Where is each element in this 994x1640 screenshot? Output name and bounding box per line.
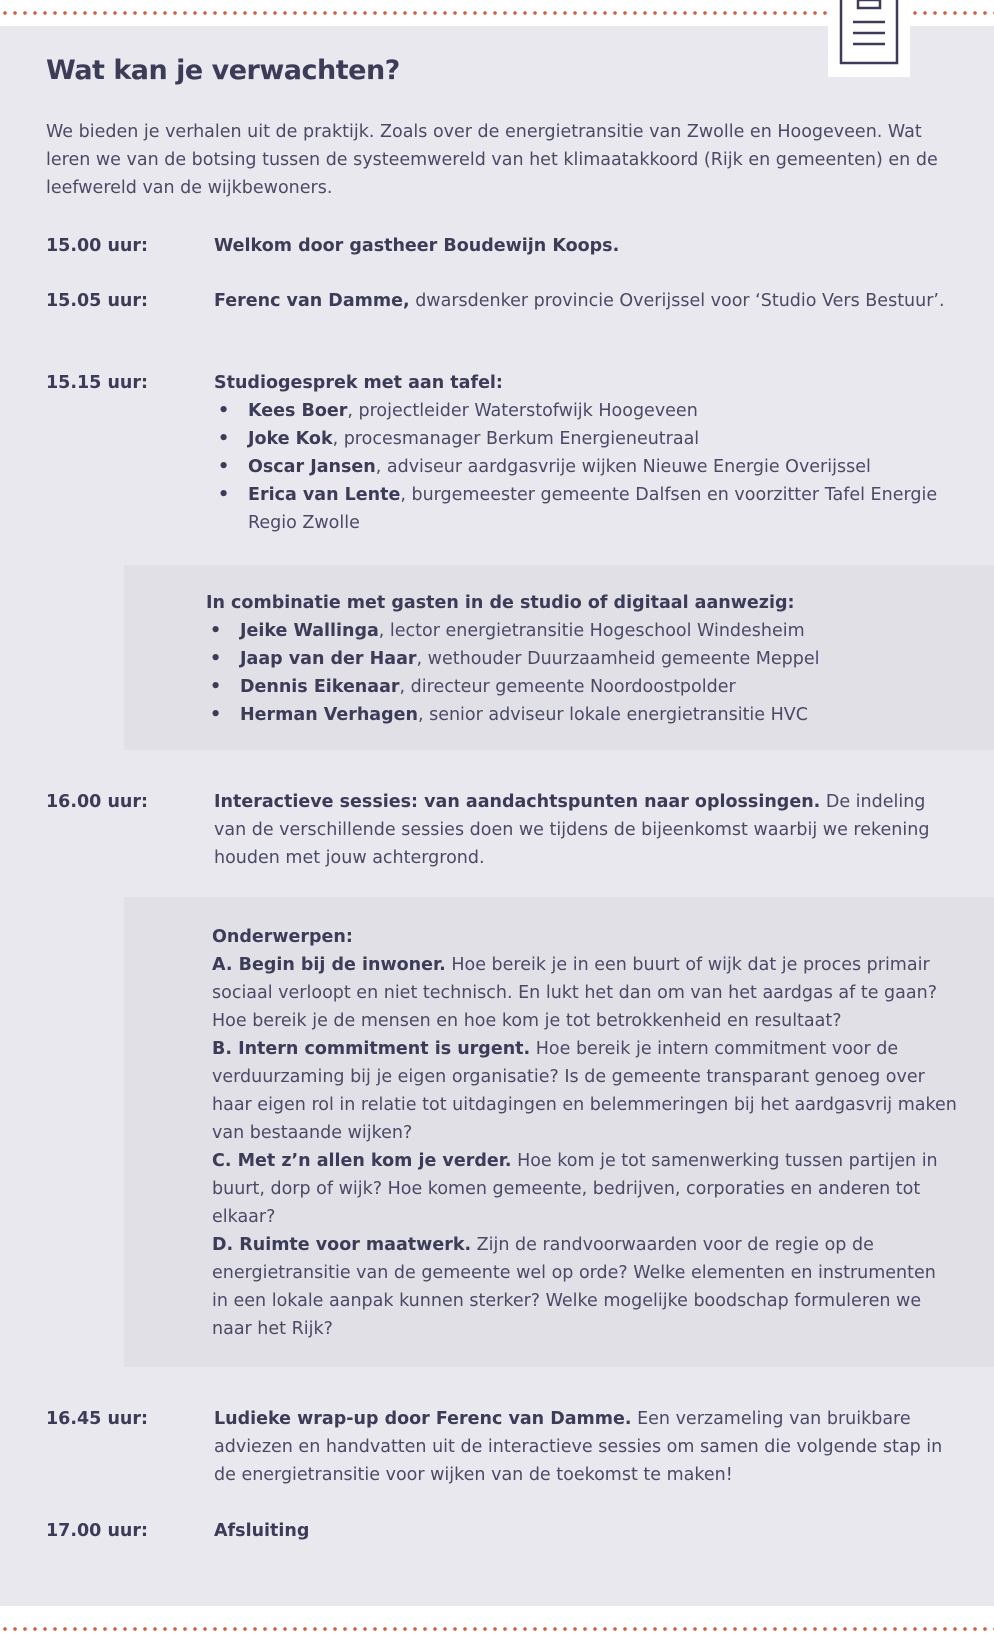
program-description: Ludieke wrap-up door Ferenc van Damme. Een verzameling van bruikbare adviezen en handvatten uit de interactieve sessies om samen die volgende stap in de energietransitie voor wijken van de toekomst te maken!	[214, 1409, 943, 1485]
program-time: 16.45 uur:	[46, 1409, 148, 1429]
page-title: Wat kan je verwachten?	[46, 55, 400, 86]
topic-item: D. Ruimte voor maatwerk. Zijn de randvoorwaarden voor de regie op de energietransitie van de gemeente wel op orde? Welke elementen en instrumenten in een lokale aanpak kunnen sterker? Welke mogelijke boodschap formuleren we naar het Rijk?	[212, 1235, 936, 1339]
program-description: Welkom door gastheer Boudewijn Koops.	[214, 236, 620, 256]
list-item: • Joke Kok, procesmanager Berkum Energieneutraal	[214, 425, 954, 453]
dotted-divider-bottom	[0, 1626, 994, 1632]
box-title: Onderwerpen:	[212, 927, 353, 947]
program-time: 15.00 uur:	[46, 236, 148, 256]
list-item: • Dennis Eikenaar, directeur gemeente Noordoostpolder	[206, 673, 966, 701]
program-time: 15.15 uur:	[46, 373, 148, 393]
studio-guest-list	[206, 617, 966, 729]
program-description: Ferenc van Damme, dwarsdenker provincie Overijssel voor ‘Studio Vers Bestuur’.	[214, 291, 945, 311]
list-item: • Erica van Lente, burgemeester gemeente Dalfsen en voorzitter Tafel Energie Regio Zwolle	[214, 481, 954, 537]
topic-item: B. Intern commitment is urgent. Hoe bereik je intern commitment voor de verduurzaming bij je eigen organisatie? Is de gemeente transparant genoeg over haar eigen rol in relatie tot uitdagingen en belemmeringen bij het aardgasvrij maken van bestaande wijken?	[212, 1039, 957, 1143]
list-item: • Jaap van der Haar, wethouder Duurzaamheid gemeente Meppel	[206, 645, 966, 673]
studio-guests-box	[124, 565, 994, 750]
program-description: Interactieve sessies: van aandachtspunten naar oplossingen. De indeling van de verschillende sessies doen we tijdens de bijeenkomst waarbij we rekening houden met jouw achtergrond.	[214, 792, 930, 868]
topic-item: C. Met z’n allen kom je verder. Hoe kom je tot samenwerking tussen partijen in buurt, dorp of wijk? Hoe komen gemeente, bedrijven, corporaties en anderen tot elkaar?	[212, 1151, 938, 1227]
clipboard-icon	[828, 0, 910, 77]
table-guest-list	[214, 397, 954, 537]
intro-text: We bieden je verhalen uit de praktijk. Zoals over de energietransitie van Zwolle en Hoogeveen. Wat leren we van de botsing tussen de systeemwereld van het klimaatakkoord (Rijk en gemeenten) en de leefwereld van de wijkbewoners.	[46, 122, 938, 198]
program-time: 15.05 uur:	[46, 291, 148, 311]
program-time: 16.00 uur:	[46, 792, 148, 812]
program-description: Studiogesprek met aan tafel: • Kees Boer, projectleider Waterstofwijk Hoogeveen • Joke Kok, procesmanager Berkum Energieneutraal • Oscar Jansen, adviseur aardgasvrije wijken Nieuwe Energie Overijssel • Erica van Lente, burgemeester gemeente Dalfsen en voorzitter Tafel Energie Regio Zwolle	[214, 369, 954, 537]
list-item: • Herman Verhagen, senior adviseur lokale energietransitie HVC	[206, 701, 966, 729]
topic-item: A. Begin bij de inwoner. Hoe bereik je in een buurt of wijk dat je proces primair sociaal verloopt en niet technisch. En lukt het dan om van het aardgas af te gaan? Hoe bereik je de mensen en hoe kom je tot betrokkenheid en resultaat?	[212, 955, 937, 1031]
topics-box	[124, 897, 994, 1367]
box-title: In combinatie met gasten in de studio of digitaal aanwezig:	[206, 593, 795, 613]
program-description: Afsluiting	[214, 1521, 310, 1541]
list-item: • Kees Boer, projectleider Waterstofwijk Hoogeveen	[214, 397, 954, 425]
program-time: 17.00 uur:	[46, 1521, 148, 1541]
list-item: • Jeike Wallinga, lector energietransitie Hogeschool Windesheim	[206, 617, 966, 645]
list-item: • Oscar Jansen, adviseur aardgasvrije wijken Nieuwe Energie Overijssel	[214, 453, 954, 481]
